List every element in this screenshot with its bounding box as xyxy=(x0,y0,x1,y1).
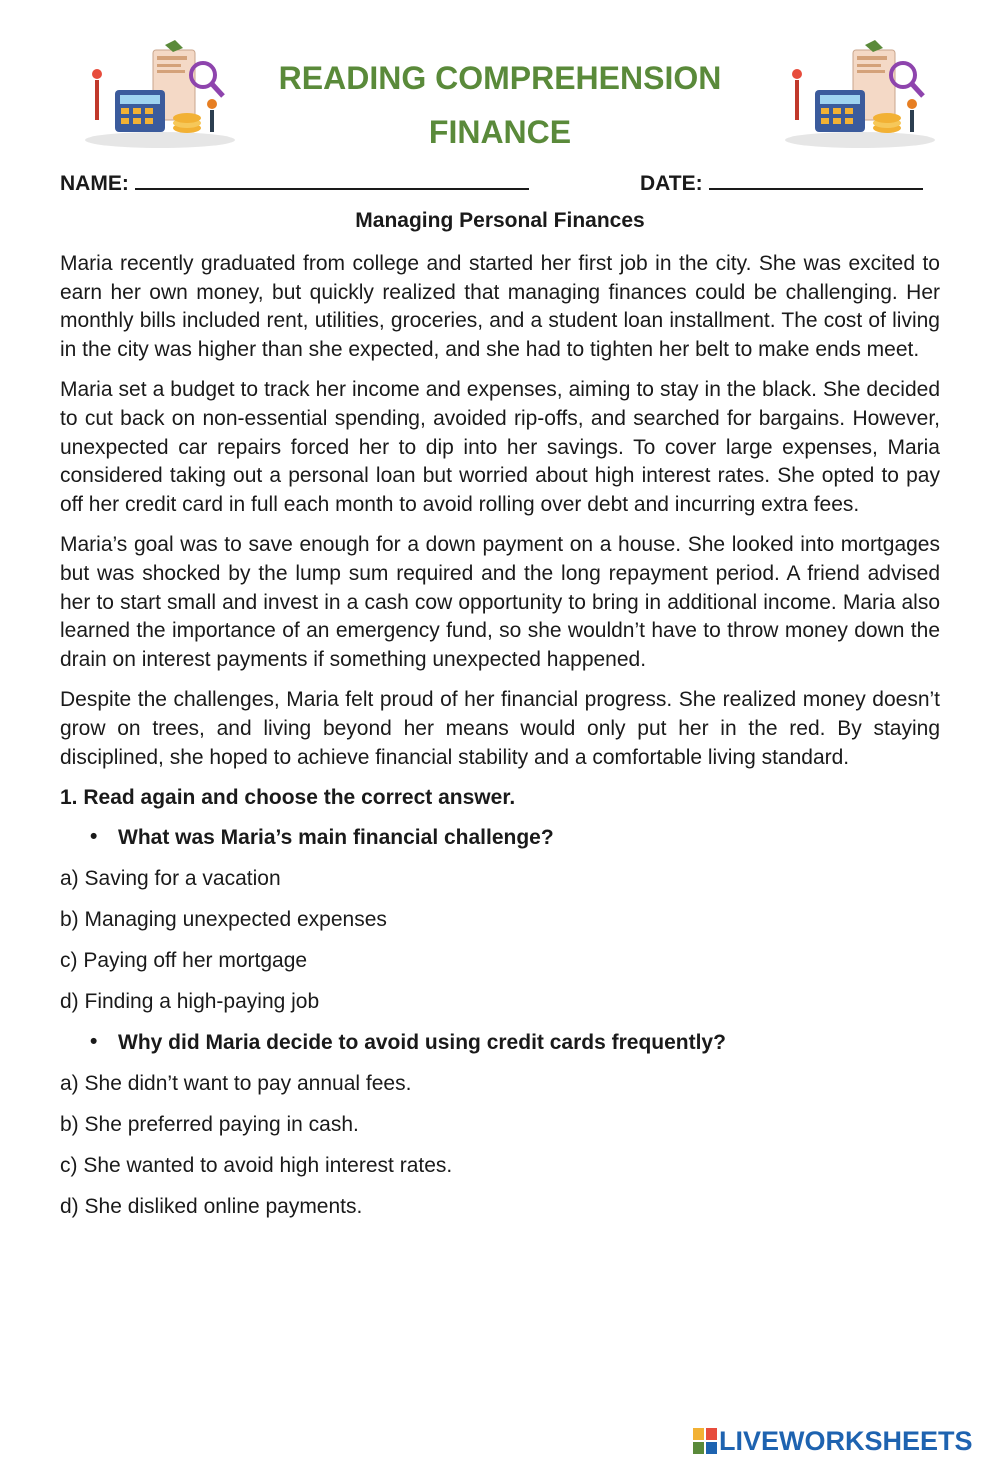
answer-option[interactable]: a) She didn’t want to pay annual fees. xyxy=(60,1072,412,1096)
name-label: NAME: xyxy=(60,172,129,195)
answer-option[interactable]: c) Paying off her mortgage xyxy=(60,949,308,973)
answer-option[interactable]: c) She wanted to avoid high interest rates. xyxy=(60,1154,453,1178)
worksheet-topic: FINANCE xyxy=(428,114,572,150)
bullet-icon: • xyxy=(90,1030,98,1054)
footer-brand[interactable] xyxy=(693,1425,973,1457)
liveworksheets-logo-icon xyxy=(693,1428,717,1454)
article-paragraph: Maria recently graduated from college and started her first job in the city. She was excited to earn her own money, but quickly realized that managing finances could be challenging. Her monthly bills included rent, utilities, groceries, and a student loan installment. The cost of living in the city was higher than she expected, and she had to tighten her belt to make ends meet. xyxy=(60,252,940,361)
question-text: Why did Maria decide to avoid using credit cards frequently? xyxy=(118,1031,726,1055)
worksheet-title: READING COMPREHENSION xyxy=(278,60,722,96)
article-paragraph: Despite the challenges, Maria felt proud of her financial progress. She realized money doesn’t grow on trees, and living beyond her means would only put her in the red. By staying disciplined, she hoped to achieve financial stability and a comfortable living standard. xyxy=(60,688,940,769)
answer-option[interactable]: b) She preferred paying in cash. xyxy=(60,1113,359,1137)
article-paragraph: Maria’s goal was to save enough for a down payment on a house. She looked into mortgages but was shocked by the lump sum required and the long repayment period. A friend advised her to start small and invest in a cash cow opportunity to bring in additional income. Maria also learned the importance of an emergency fund, so she wouldn’t have to throw money down the drain on interest payments if something unexpected happened. xyxy=(60,533,940,671)
name-field[interactable] xyxy=(60,168,529,196)
brand-name: LIVEWORKSHEETS xyxy=(719,1425,973,1456)
question xyxy=(60,826,940,850)
answer-option[interactable]: d) She disliked online payments. xyxy=(60,1195,363,1219)
bullet-icon: • xyxy=(90,825,98,849)
name-blank[interactable] xyxy=(135,168,529,190)
article-title: Managing Personal Finances xyxy=(355,209,645,232)
date-label: DATE: xyxy=(640,172,703,195)
article-paragraph: Maria set a budget to track her income and expenses, aiming to stay in the black. She decided to cut back on non-essential spending, avoided rip-offs, and searched for bargains. However, unexpected car repairs forced her to dip into her savings. To cover large expenses, Maria considered taking out a personal loan but worried about high interest rates. She opted to pay off her credit card in full each month to avoid rolling over debt and incurring extra fees. xyxy=(60,378,940,516)
finance-illustration-icon xyxy=(75,40,245,150)
answer-option[interactable]: d) Finding a high-paying job xyxy=(60,990,320,1014)
date-blank[interactable] xyxy=(709,168,923,190)
finance-illustration-icon xyxy=(775,40,945,150)
answer-option[interactable]: a) Saving for a vacation xyxy=(60,867,281,891)
question-text: What was Maria’s main financial challenge? xyxy=(118,826,554,850)
question xyxy=(60,1031,940,1055)
worksheet-body xyxy=(60,250,940,1236)
exercise-heading: 1. Read again and choose the correct answer. xyxy=(60,786,516,810)
date-field[interactable] xyxy=(640,168,923,196)
answer-option[interactable]: b) Managing unexpected expenses xyxy=(60,908,387,932)
